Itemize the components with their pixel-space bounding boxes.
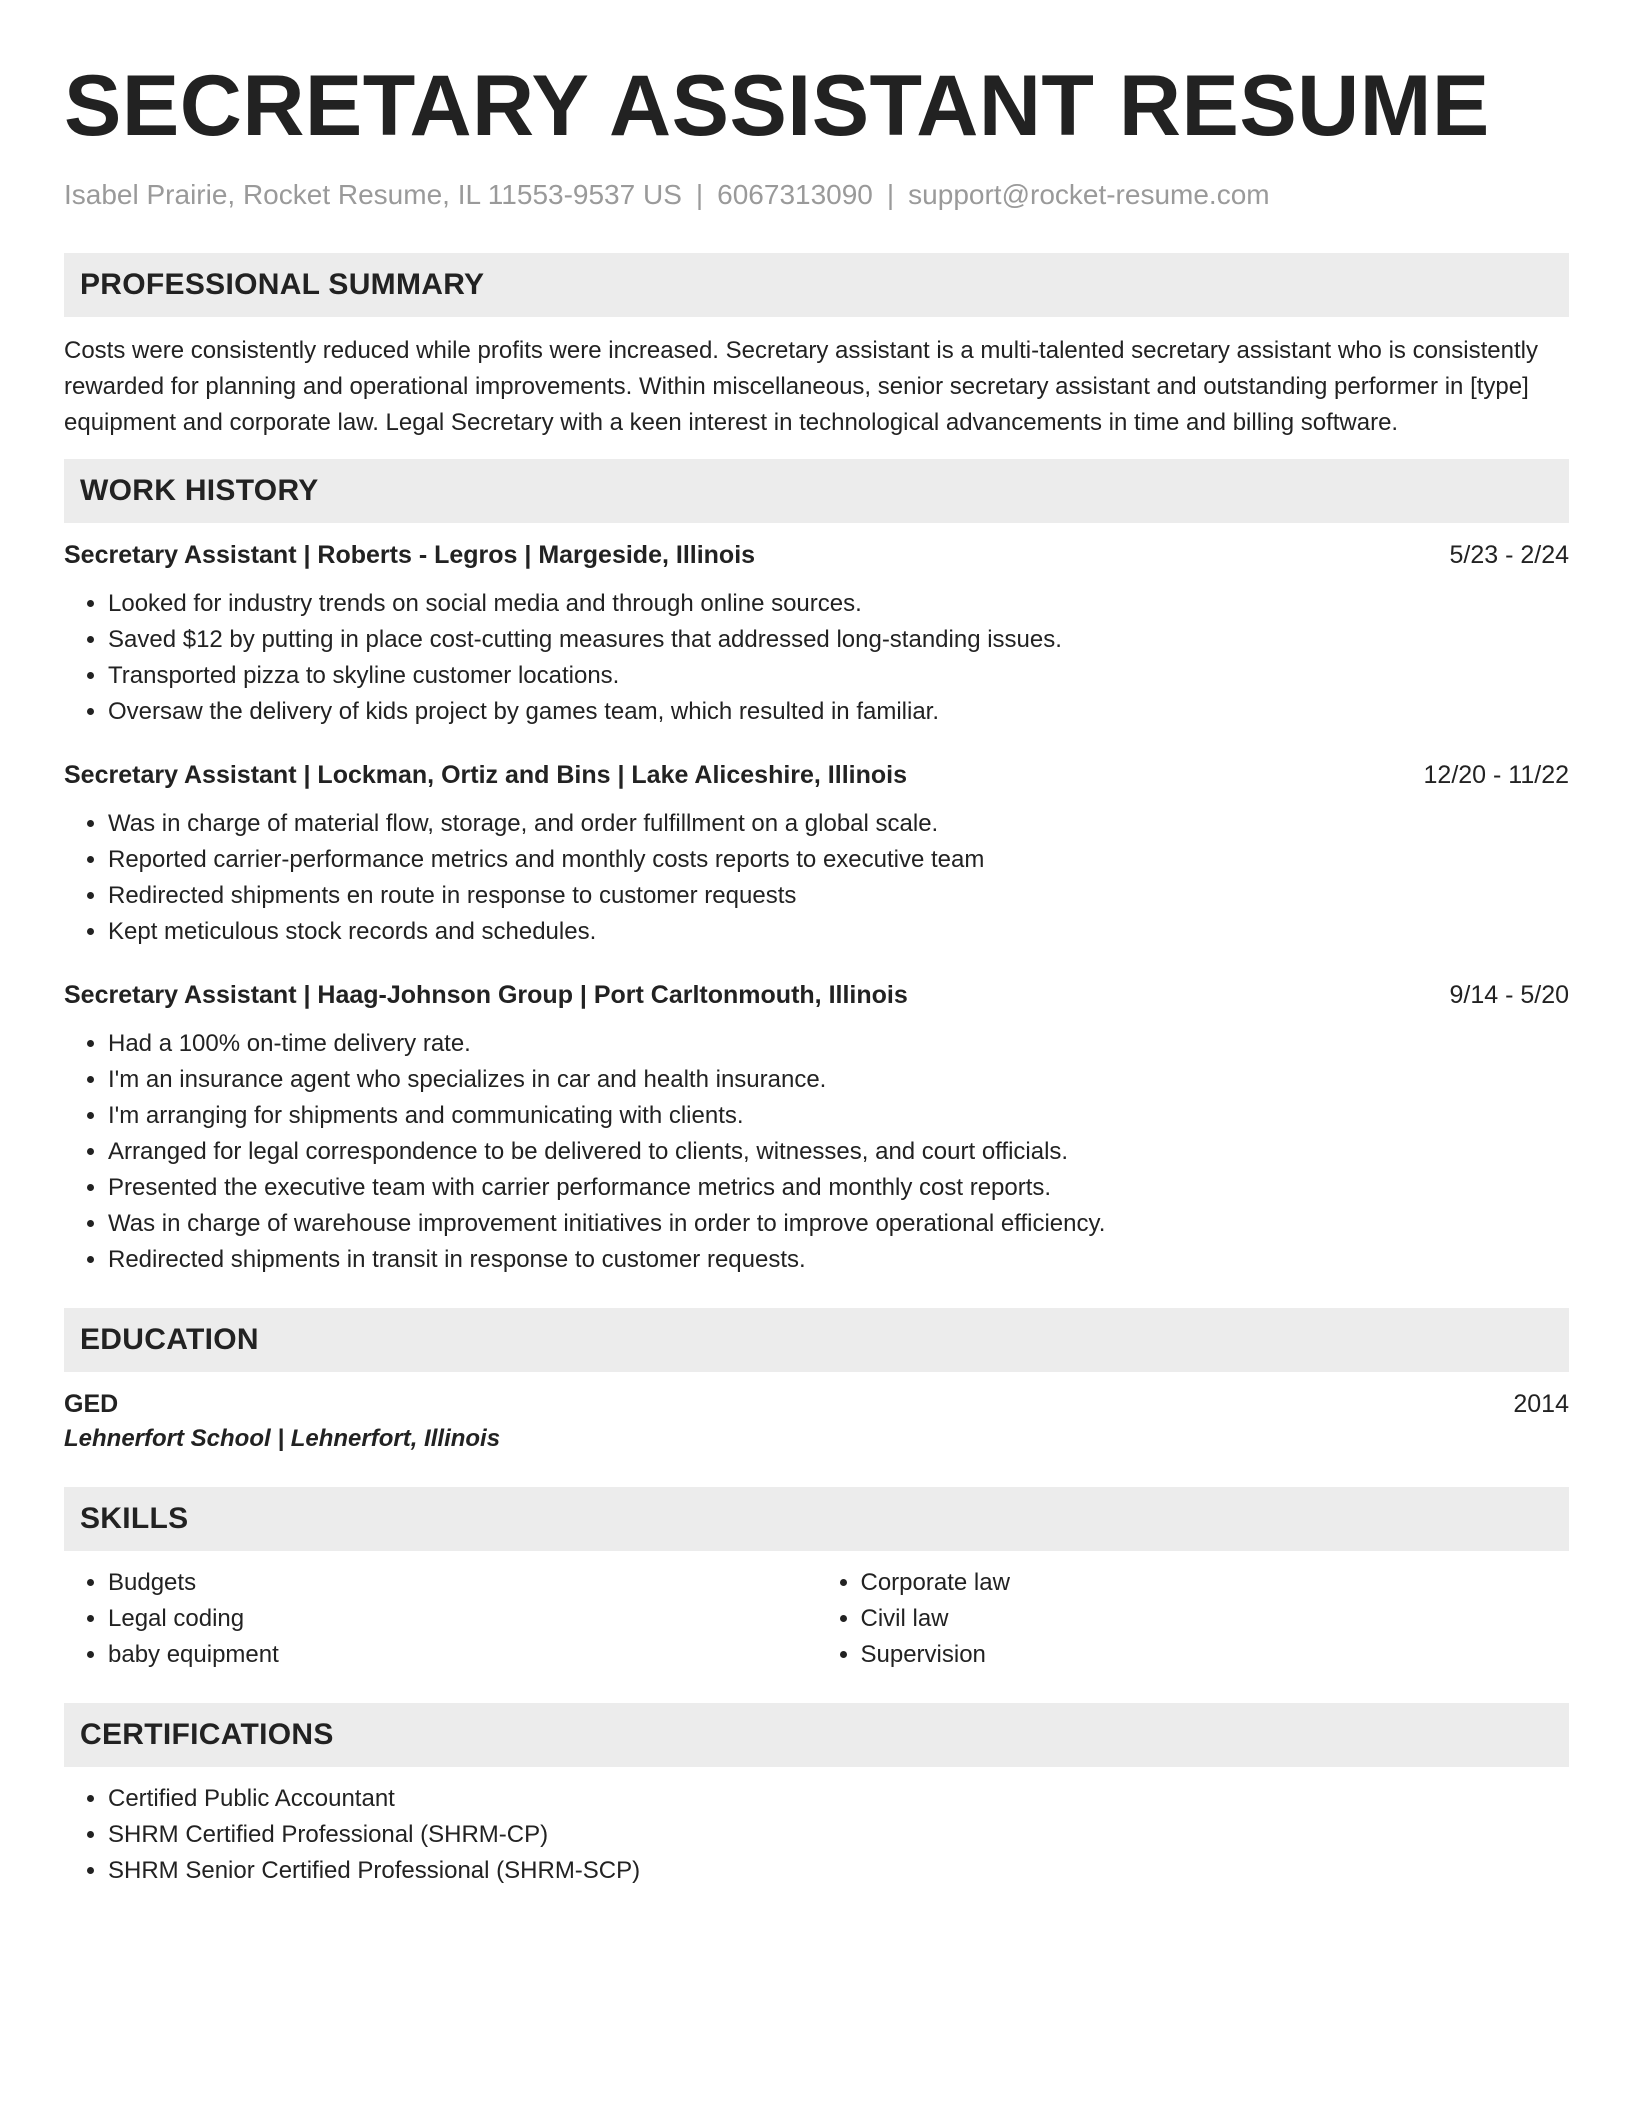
certification-item: • Certified Public Accountant: [108, 1781, 1569, 1817]
education-header: [64, 1387, 1569, 1421]
job-bullet: • Arranged for legal correspondence to be delivered to clients, witnesses, and court officials.: [108, 1134, 1569, 1170]
skills-grid: [64, 1551, 1569, 1673]
job-bullets: [64, 586, 1569, 730]
job-bullet: • I'm arranging for shipments and communicating with clients.: [108, 1098, 1569, 1134]
education-degree: GED: [64, 1390, 119, 1418]
job-bullet: • Transported pizza to skyline customer locations.: [108, 658, 1569, 694]
job-bullet: • Looked for industry trends on social media and through online sources.: [108, 586, 1569, 622]
job-dates: 5/23 - 2/24: [1449, 541, 1569, 569]
job-bullet: • Redirected shipments in transit in response to customer requests.: [108, 1242, 1569, 1278]
job-bullet: • Oversaw the delivery of kids project by games team, which resulted in familiar.: [108, 694, 1569, 730]
job-bullet: • Presented the executive team with carrier performance metrics and monthly cost reports.: [108, 1170, 1569, 1206]
job-bullet: • Had a 100% on-time delivery rate.: [108, 1026, 1569, 1062]
certification-item: • SHRM Certified Professional (SHRM-CP): [108, 1817, 1569, 1853]
skill-item: • Legal coding: [108, 1601, 817, 1637]
section-header-certifications: CERTIFICATIONS: [64, 1703, 1569, 1767]
job-entry: [64, 758, 1569, 950]
contact-line: [64, 178, 1569, 212]
job-header: [64, 538, 1569, 572]
job-bullets: [64, 1026, 1569, 1278]
section-header-summary: PROFESSIONAL SUMMARY: [64, 253, 1569, 317]
section-header-work-history: WORK HISTORY: [64, 459, 1569, 523]
job-title: Secretary Assistant | Roberts - Legros | Margeside, Illinois: [64, 541, 756, 569]
certifications-list: [64, 1781, 1569, 1889]
job-title: Secretary Assistant | Lockman, Ortiz and Bins | Lake Aliceshire, Illinois: [64, 761, 907, 789]
job-bullet: • Redirected shipments en route in response to customer requests: [108, 878, 1569, 914]
education-school: Lehnerfort School | Lehnerfort, Illinois: [64, 1425, 501, 1452]
job-bullet: • Reported carrier-performance metrics and monthly costs reports to executive team: [108, 842, 1569, 878]
skills-list-left: [64, 1565, 817, 1673]
resume-title: SECRETARY ASSISTANT RESUME: [64, 58, 1490, 154]
job-dates: 9/14 - 5/20: [1449, 981, 1569, 1009]
job-bullet: • Kept meticulous stock records and schedules.: [108, 914, 1569, 950]
education-entry: [64, 1387, 1569, 1457]
section-header-skills: SKILLS: [64, 1487, 1569, 1551]
skill-item: • baby equipment: [108, 1637, 817, 1673]
job-dates: 12/20 - 11/22: [1423, 761, 1569, 789]
job-header: [64, 978, 1569, 1012]
skill-item: • Corporate law: [861, 1565, 1570, 1601]
contact-address: Isabel Prairie, Rocket Resume, IL 11553-9537 US: [64, 179, 682, 210]
contact-email: support@rocket-resume.com: [908, 179, 1270, 210]
contact-phone: 6067313090: [717, 179, 873, 210]
job-entry: [64, 978, 1569, 1278]
skills-list-right: [817, 1565, 1570, 1673]
job-bullet: • Was in charge of material flow, storage, and order fulfillment on a global scale.: [108, 806, 1569, 842]
skill-item: • Civil law: [861, 1601, 1570, 1637]
skill-item: • Supervision: [861, 1637, 1570, 1673]
job-title: Secretary Assistant | Haag-Johnson Group | Port Carltonmouth, Illinois: [64, 981, 908, 1009]
job-entry: [64, 538, 1569, 730]
certification-item: • SHRM Senior Certified Professional (SHRM-SCP): [108, 1853, 1569, 1889]
summary-text: Costs were consistently reduced while profits were increased. Secretary assistant is a multi-talented secretary assistant who is consistently rewarded for planning and operational improvements. Within miscellaneous, senior secretary assistant and outstanding performer in [type] equipment and corporate law. Legal Secretary with a keen interest in technological advancements in time and billing software.: [64, 337, 1538, 436]
job-bullet: • I'm an insurance agent who specializes in car and health insurance.: [108, 1062, 1569, 1098]
contact-separator: |: [886, 179, 895, 210]
job-bullets: [64, 806, 1569, 950]
job-header: [64, 758, 1569, 792]
education-year: 2014: [1513, 1390, 1569, 1418]
section-header-education: EDUCATION: [64, 1308, 1569, 1372]
job-bullet: • Was in charge of warehouse improvement initiatives in order to improve operational efficiency.: [108, 1206, 1569, 1242]
skill-item: • Budgets: [108, 1565, 817, 1601]
job-bullet: • Saved $12 by putting in place cost-cutting measures that addressed long-standing issues.: [108, 622, 1569, 658]
contact-separator: |: [695, 179, 704, 210]
